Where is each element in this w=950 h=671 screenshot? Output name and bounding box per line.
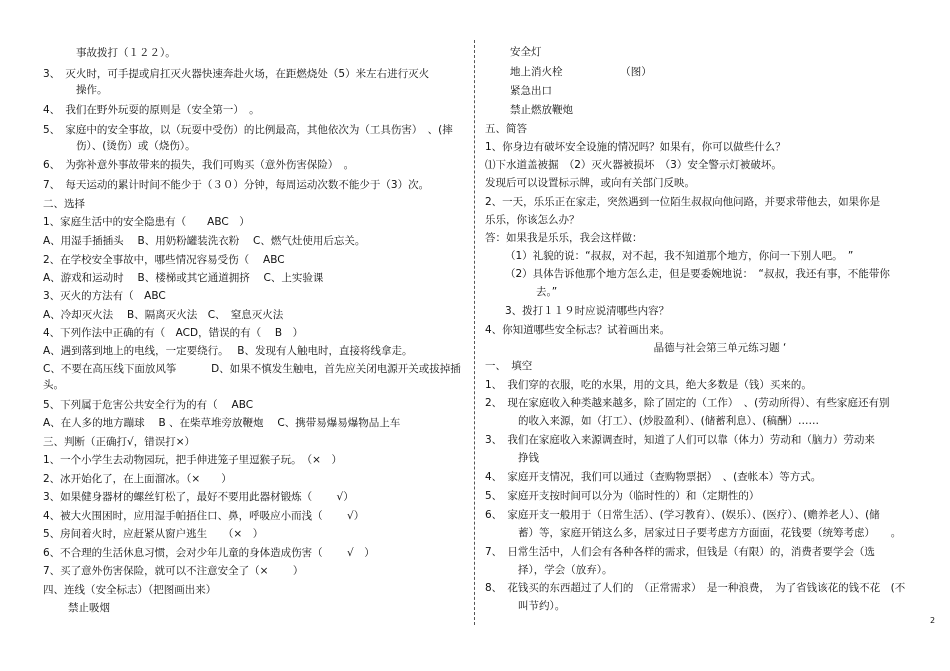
page-number: 2 xyxy=(930,616,936,625)
text-line: 答：如果我是乐乐，我会这样做： xyxy=(485,232,643,244)
text-line: 3、 灭火时，可手提或肩扛灭火器快速奔赴火场，在距燃烧处（5）米左右进行灭火 xyxy=(43,68,430,80)
column-divider xyxy=(474,40,475,625)
text-line: A、遇到落到地上的电线，一定要绕行。 B、发现有人触电时，直接将线拿走。 xyxy=(43,345,413,357)
text-line: 3、灭火的方法有（ ABC xyxy=(43,290,166,302)
text-line: 叫节约）。 xyxy=(518,600,566,612)
section-heading: 三、判断（正确打√，错误打×） xyxy=(43,436,195,448)
text-line: 3、如果健身器材的螺丝钉松了，最好不要用此器材锻炼（ √） xyxy=(43,491,354,503)
text-line: A、游戏和运动时 B、楼梯或其它通道拥挤 C、上实验课 xyxy=(43,272,324,284)
text-line: 1、一个小学生去动物园玩，把手伸进笼子里逗猴子玩。 （× ） xyxy=(43,454,342,466)
text-line: 4、 我们在野外玩耍的原则是（安全第一） 。 xyxy=(43,104,260,116)
text-line: 蓄）等，家庭开销这么多，居家过日子要考虑方方面面，花钱要（统筹考虑） 。 xyxy=(518,527,902,539)
text-line: A、冷却灭火法 B、隔离灭火法 C、 窒息灭火法 xyxy=(43,309,284,321)
text-line: 安全灯 xyxy=(510,46,542,58)
text-line: 去。” xyxy=(536,286,558,298)
section-heading: 一、 填空 xyxy=(485,360,533,372)
text-line: 2、 现在家庭收入种类越来越多，除了固定的（工作） 、(劳动所得）、有些家庭还有别 xyxy=(485,397,890,409)
text-line: 7、 日常生活中，人们会有各种各样的需求，但钱是（有限）的，消费者要学会（选 xyxy=(485,546,875,558)
text-line: （1）礼貌的说：“叔叔，对不起，我不知道那个地方，你问一下别人吧。 ” xyxy=(505,250,854,262)
text-line: 6、 家庭开支一般用于（日常生活）、(学习教育）、(娱乐）、(医疗）、(赡养老人）、(储 xyxy=(485,509,880,521)
text-line: C、不要在高压线下面放风筝 D、如果不慎发生触电，首先应关闭电源开关或拔掉插 xyxy=(43,363,461,375)
section-heading: 二、选择 xyxy=(43,198,85,210)
text-line: 1、家庭生活中的安全隐患有（ ABC ） xyxy=(43,216,250,228)
page-section-title: 晶德与社会第三单元练习题 ‘ xyxy=(653,342,787,354)
text-line: 禁止吸烟 xyxy=(68,602,110,614)
text-line: 4、被大火围困时，应用湿手帕捂住口、鼻，呼吸应小而浅（ √） xyxy=(43,510,365,522)
text-line: 伤）、(烫伤）或（烧伤）。 xyxy=(76,140,196,152)
text-line: 乐乐，你该怎么办？ xyxy=(485,214,580,226)
text-line: 1、 我们穿的衣服，吃的水果，用的文具，绝大多数是（钱）买来的。 xyxy=(485,379,812,391)
text-line: 事故拨打（１２２）。 xyxy=(76,47,176,59)
text-line: 紧急出口 xyxy=(510,85,552,97)
text-line: 7、 每天运动的累计时间不能少于（３０）分钟，每周运动次数不能少于（3）次。 xyxy=(43,179,430,191)
text-line: 发现后可以设置标示牌，或向有关部门反映。 xyxy=(485,177,695,189)
text-line: 5、 家庭中的安全事故，以（玩耍中受伤）的比例最高，其他依次为（工具伤害） 、(摔 xyxy=(43,124,453,136)
text-line: 3、拨打１１９时应说清哪些内容？ xyxy=(505,305,670,317)
text-line: 操作。 xyxy=(76,84,108,96)
section-heading: 五、简答 xyxy=(485,123,527,135)
text-line: 5、 家庭开支按时间可以分为（临时性的）和（定期性的） xyxy=(485,490,760,502)
text-line: 3、 我们在家庭收入来源调查时，知道了人们可以靠（体力）劳动和（脑力）劳动来 xyxy=(485,434,875,446)
text-line: 2、一天，乐乐正在家走，突然遇到一位陌生叔叔向他问路，并要求带他去，如果你是 xyxy=(485,196,881,208)
text-line: 8、 花钱买的东西超过了人们的 （正常需求） 是一种浪费， 为了省钱该花的钱不花 (不 xyxy=(485,582,906,594)
text-line: 6、不合理的生活休息习惯，会对少年儿童的身体造成伤害（ √ ） xyxy=(43,547,375,559)
text-line: 择），学会（放弃）。 xyxy=(518,564,613,576)
text-line: 6、 为弥补意外事故带来的损失，我们可购买（意外伤害保险） 。 xyxy=(43,159,355,171)
text-line: 挣钱 xyxy=(518,452,539,464)
text-line: 禁止燃放鞭炮 xyxy=(510,104,573,116)
text-line: A、在人多的地方蹦球 B 、在柴草堆旁放鞭炮 C、携带易爆易爆物品上车 xyxy=(43,417,401,429)
section-heading: 四、连线（安全标志）（把图画出来） xyxy=(43,584,217,596)
text-line: ⑴下水道盖被掘 （2）灭火器被损坏 （3）安全警示灯被破坏。 xyxy=(485,159,782,171)
text-line: 4、 家庭开支情况，我们可以通过（查购物票据） 、(查帐本）等方式。 xyxy=(485,471,822,483)
text-line: 2、在学校安全事故中，哪些情况容易受伤（ ABC xyxy=(43,254,309,266)
text-line: 头。 xyxy=(43,379,64,391)
text-line: 的收入来源，如（打工）、(炒股盈利）、(储蓄利息）、(稿酬）…… xyxy=(518,415,820,427)
text-line: 5、下列属于危害公共安全行为的有（ ABC xyxy=(43,399,254,411)
text-line: 2、冰开始化了，在上面溜冰。（× ） xyxy=(43,473,232,485)
text-line: （2）具体告诉他那个地方怎么走，但是要委婉地说： “叔叔，我还有事，不能带你 xyxy=(505,268,890,280)
text-line: A、用湿手插插头 B、用奶粉罐装洗衣粉 C、燃气灶使用后忘关。 xyxy=(43,235,366,247)
text-line: 4、你知道哪些安全标志？试着画出来。 xyxy=(485,324,671,336)
text-line: 5、房间着火时，应赶紧从窗户逃生 （× ） xyxy=(43,528,264,540)
text-line: 地上消火栓 （图） xyxy=(510,66,652,78)
text-line: 4、下列作法中正确的有（ ACD，错误的有（ B ） xyxy=(43,327,304,339)
text-line: 1、你身边有破坏安全设施的情况吗？如果有，你可以做些什么？ xyxy=(485,141,786,153)
text-line: 7、买了意外伤害保险，就可以不注意安全了（× ） xyxy=(43,565,304,577)
